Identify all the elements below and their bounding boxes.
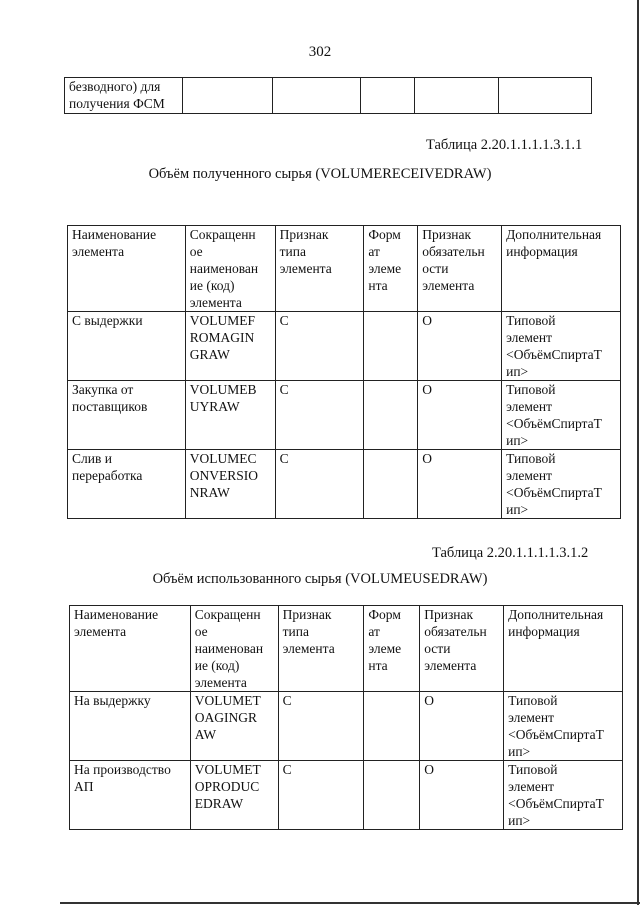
table-row [68, 312, 621, 381]
table-cell: С [275, 450, 364, 519]
header-cell: Дополнительная информация [502, 226, 621, 312]
table-cell [364, 312, 418, 381]
table-cell [364, 761, 420, 830]
table-cell [364, 381, 418, 450]
fragment-cell-text: безводного) для получения ФСМ [69, 79, 165, 111]
table-header-row [68, 226, 621, 312]
table-cell: О [420, 692, 504, 761]
table-row [68, 381, 621, 450]
table-cell: Типовой элемент <ОбъёмСпиртаТ ип> [502, 381, 621, 450]
table1 [67, 225, 621, 519]
header-cell: Форм ат элеме нта [364, 606, 420, 692]
table2 [69, 605, 623, 830]
header-cell: Признак обязательн ости элемента [418, 226, 502, 312]
table-cell: С [275, 381, 364, 450]
table-cell [272, 78, 361, 114]
page-edge-right [637, 0, 639, 905]
table-cell: Типовой элемент <ОбъёмСпиртаТ ип> [504, 692, 623, 761]
table-cell: С [275, 312, 364, 381]
table2-title: Объём использованного сырья (VOLUMEUSEDRAW) [152, 571, 488, 587]
table-cell [364, 450, 418, 519]
header-cell: Сокращенн ое наименован ие (код) элемента [190, 606, 278, 692]
table-cell: Типовой элемент <ОбъёмСпиртаТ ип> [504, 761, 623, 830]
table-cell: С [278, 761, 364, 830]
table-cell: Типовой элемент <ОбъёмСпиртаТ ип> [502, 312, 621, 381]
table-cell: С выдержки [68, 312, 186, 381]
header-cell: Признак типа элемента [275, 226, 364, 312]
table-row [70, 692, 623, 761]
header-cell: Сокращенн ое наименован ие (код) элемента [185, 226, 275, 312]
header-cell: Наименование элемента [70, 606, 191, 692]
table-row [68, 450, 621, 519]
table-cell [415, 78, 499, 114]
table-cell [364, 692, 420, 761]
table-cell: О [418, 450, 502, 519]
page-number: 302 [308, 44, 332, 60]
table-row [70, 761, 623, 830]
table-header-row [70, 606, 623, 692]
header-cell: Дополнительная информация [504, 606, 623, 692]
table1-number: Таблица 2.20.1.1.1.1.3.1.1 [426, 137, 583, 153]
table-cell [65, 78, 183, 114]
table-cell: Закупка от поставщиков [68, 381, 186, 450]
previous-table-fragment [64, 77, 592, 114]
header-cell: Признак обязательн ости элемента [420, 606, 504, 692]
header-cell: Признак типа элемента [278, 606, 364, 692]
table-cell [182, 78, 272, 114]
table-cell: VOLUMET OAGINGR AW [190, 692, 278, 761]
table-row [65, 78, 592, 114]
table-cell: О [420, 761, 504, 830]
table-cell [499, 78, 592, 114]
table-cell: VOLUMEC ONVERSIO NRAW [185, 450, 275, 519]
table-cell [361, 78, 415, 114]
table-cell: Типовой элемент <ОбъёмСпиртаТ ип> [502, 450, 621, 519]
table-cell: VOLUMET OPRODUC EDRAW [190, 761, 278, 830]
table1-title: Объём полученного сырья (VOLUMERECEIVEDRAW) [148, 166, 492, 182]
table-cell: VOLUMEF ROMAGIN GRAW [185, 312, 275, 381]
table-cell: VOLUMEB UYRAW [185, 381, 275, 450]
page-edge-bottom [60, 902, 640, 904]
table-cell: С [278, 692, 364, 761]
table2-number: Таблица 2.20.1.1.1.1.3.1.2 [432, 545, 589, 561]
header-cell: Форм ат элеме нта [364, 226, 418, 312]
table-cell: О [418, 381, 502, 450]
table-cell: Слив и переработка [68, 450, 186, 519]
table-cell: На выдержку [70, 692, 191, 761]
table-cell: О [418, 312, 502, 381]
table-cell: На производство АП [70, 761, 191, 830]
header-cell: Наименование элемента [68, 226, 186, 312]
